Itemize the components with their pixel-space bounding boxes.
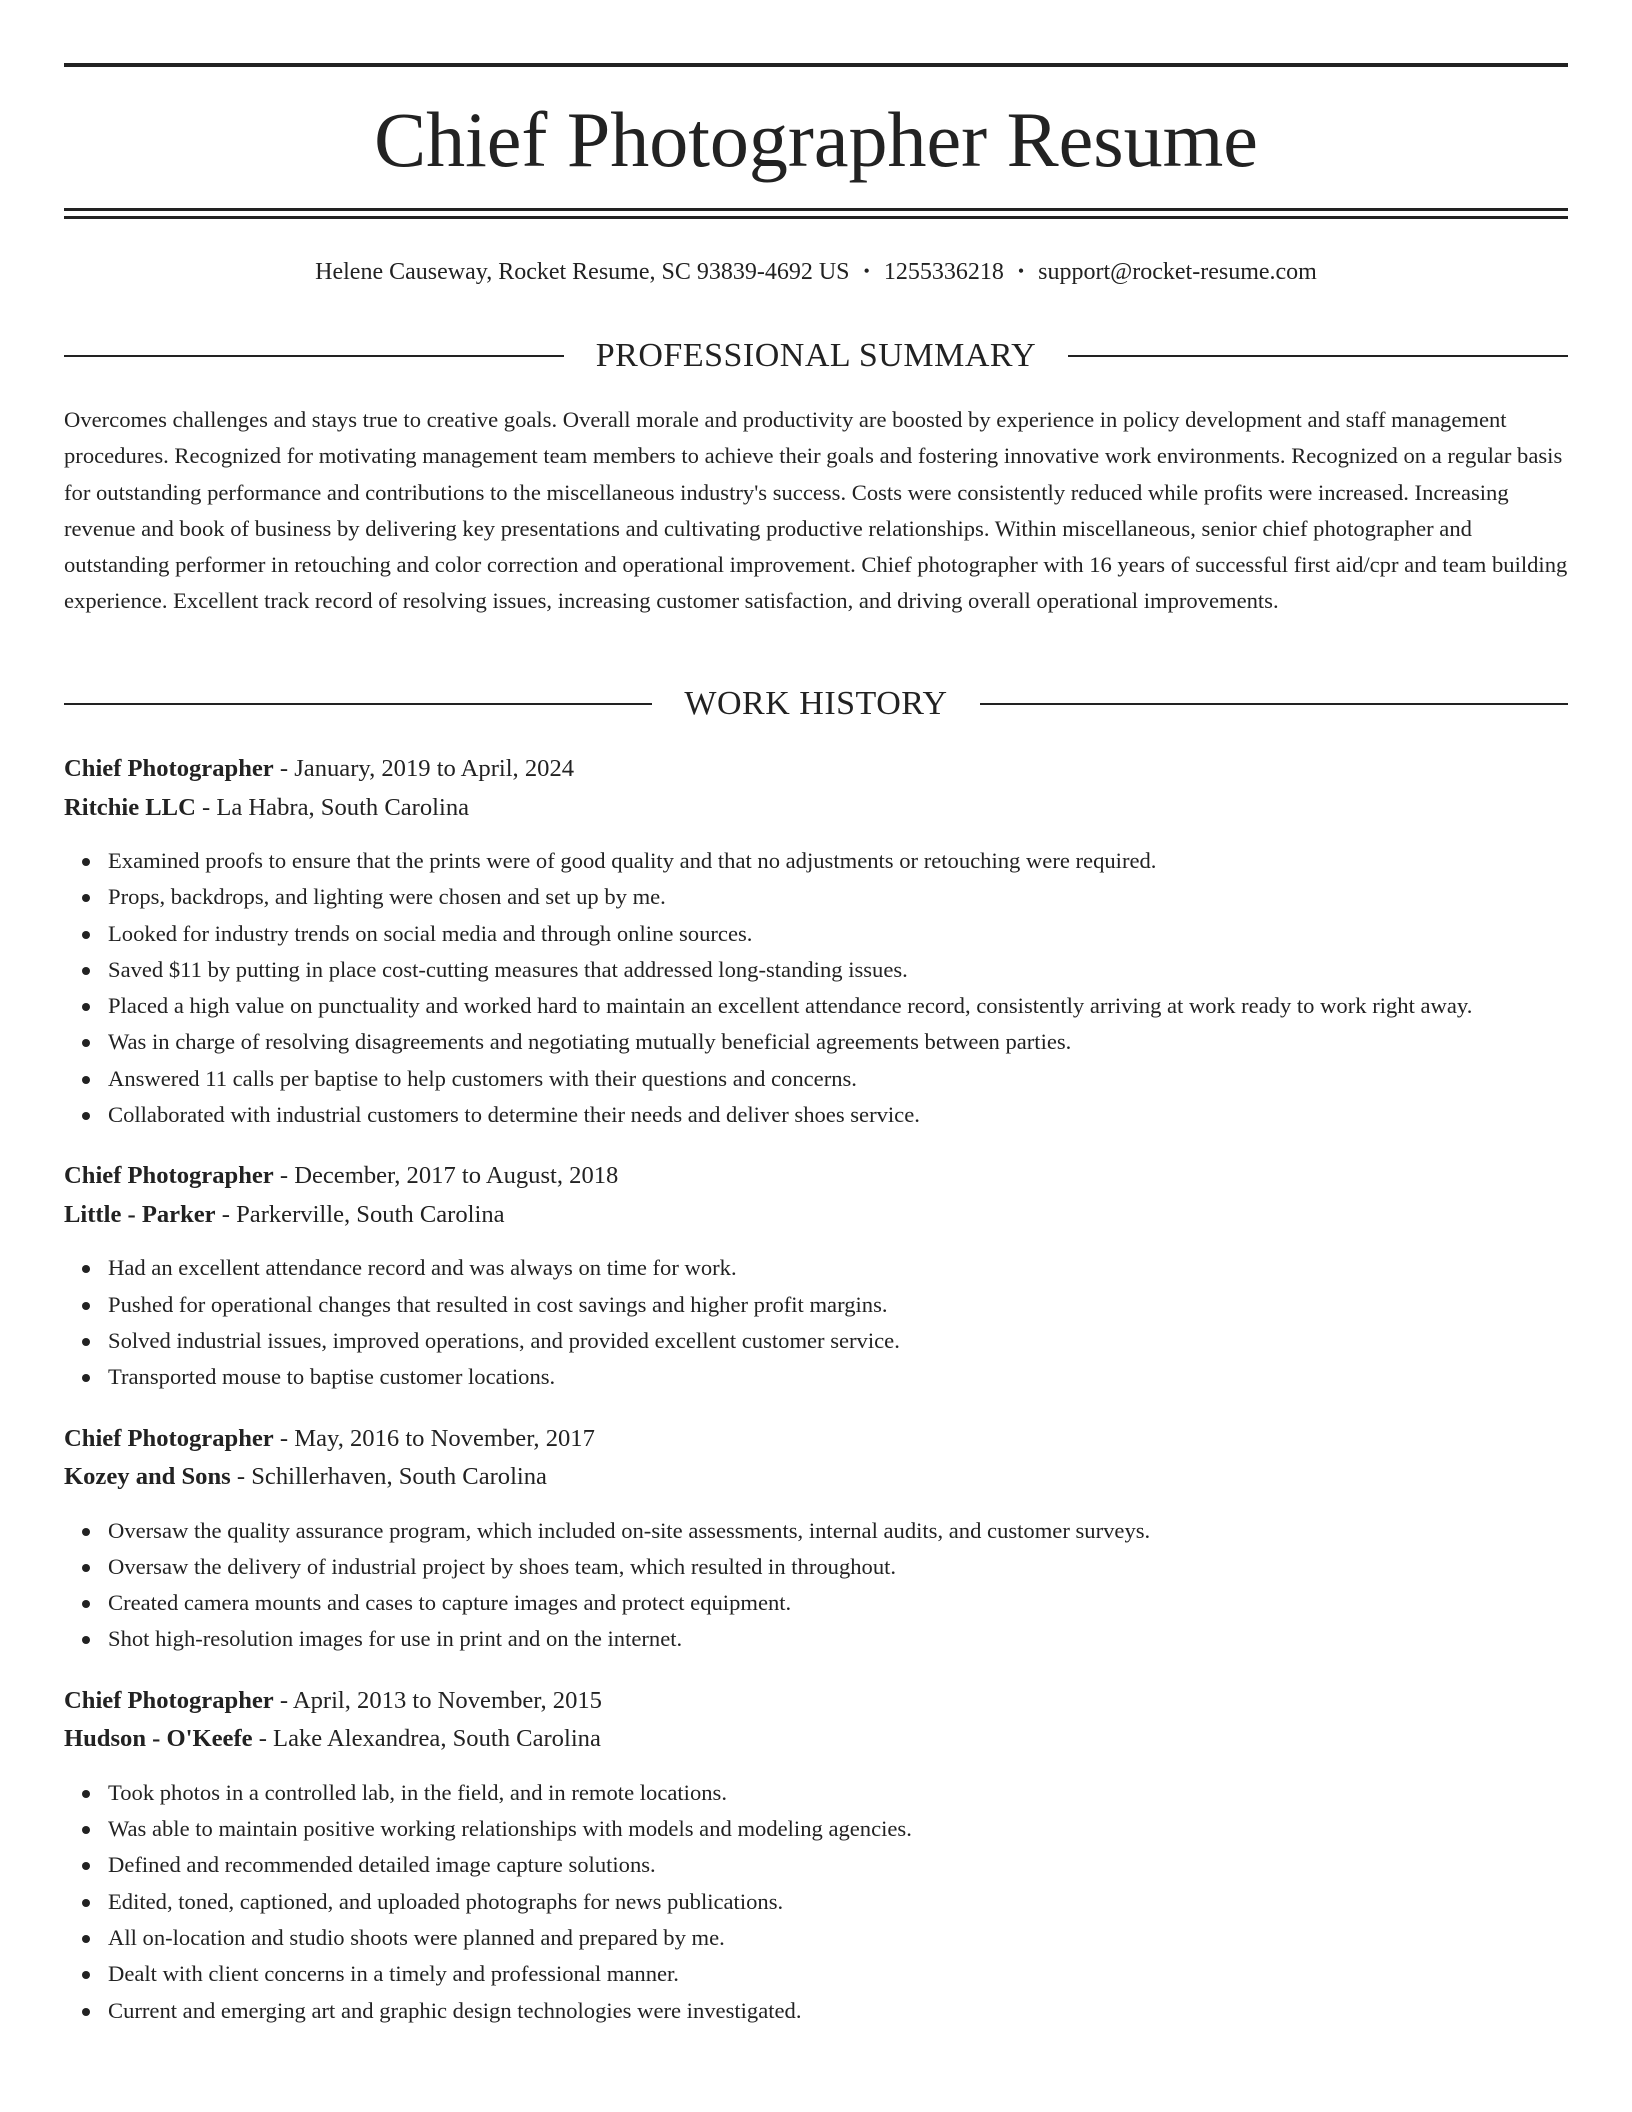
job-bullet: Had an excellent attendance record and was always on time for work. — [108, 1250, 1568, 1286]
work-history-list — [64, 750, 1568, 2053]
job-bullet: Collaborated with industrial customers to determine their needs and deliver shoes service. — [108, 1097, 1568, 1133]
job-entry — [64, 1420, 1568, 1658]
job-bullet-list — [64, 1775, 1568, 2029]
job-company: Hudson - O'Keefe — [64, 1725, 253, 1753]
professional-summary-heading — [64, 336, 1568, 376]
job-entry — [64, 1682, 1568, 2029]
heading-rule-left — [64, 355, 564, 357]
contact-phone: 1255336218 — [883, 259, 1004, 285]
contact-separator: • — [1017, 261, 1025, 281]
job-company-line — [64, 1196, 1568, 1235]
job-bullet-list — [64, 1513, 1568, 1658]
contact-line — [64, 256, 1568, 287]
job-bullet: Oversaw the delivery of industrial project by shoes team, which resulted in throughout. — [108, 1549, 1568, 1585]
heading-rule-left — [64, 703, 652, 705]
job-location: - Parkerville, South Carolina — [215, 1200, 505, 1228]
job-bullet-list — [64, 1250, 1568, 1395]
job-title-line — [64, 1157, 1568, 1196]
job-company-line — [64, 1720, 1568, 1759]
contact-separator: • — [863, 261, 870, 281]
job-title: Chief Photographer — [64, 1686, 274, 1714]
job-dates: - May, 2016 to November, 2017 — [273, 1424, 595, 1452]
job-location: - Lake Alexandrea, South Carolina — [252, 1725, 601, 1753]
job-bullet: Looked for industry trends on social media and through online sources. — [108, 916, 1568, 952]
section-heading-label: PROFESSIONAL SUMMARY — [595, 337, 1037, 374]
job-bullet: Transported mouse to baptise customer locations. — [108, 1359, 1568, 1395]
job-bullet: Current and emerging art and graphic design technologies were investigated. — [108, 1993, 1568, 2029]
job-title: Chief Photographer — [64, 1162, 274, 1190]
job-bullet: Props, backdrops, and lighting were chosen and set up by me. — [108, 879, 1568, 915]
job-bullet: Defined and recommended detailed image capture solutions. — [108, 1847, 1568, 1883]
job-bullet: Solved industrial issues, improved operations, and provided excellent customer service. — [108, 1323, 1568, 1359]
job-bullet-list — [64, 843, 1568, 1133]
job-title: Chief Photographer — [64, 1424, 274, 1452]
professional-summary-text: Overcomes challenges and stays true to creative goals. Overall morale and productivity are boosted by experience in policy development and staff management procedures. Recognized for motivating management team members to achieve their goals and fostering innovative work environments. Recognized on a regular basis for outstanding performance and contributions to the miscellaneous industry's success. Costs were consistently reduced while profits were increased. Increasing revenue and book of business by delivering key presentations and cultivating productive relationships. Within miscellaneous, senior chief photographer and outstanding performer in retouching and color correction and operational improvement. Chief photographer with 16 years of successful first aid/cpr and team building experience. Excellent track record of resolving issues, increasing customer satisfaction, and driving overall operational improvements. — [64, 407, 1568, 614]
job-company: Little - Parker — [64, 1200, 216, 1228]
job-title-line — [64, 750, 1568, 789]
job-entry — [64, 750, 1568, 1133]
job-bullet: Was able to maintain positive working relationships with models and modeling agencies. — [108, 1811, 1568, 1847]
contact-address: Helene Causeway, Rocket Resume, SC 93839-4692 US — [315, 259, 850, 285]
job-title-line — [64, 1420, 1568, 1459]
job-title: Chief Photographer — [64, 755, 274, 782]
job-bullet: Edited, toned, captioned, and uploaded photographs for news publications. — [108, 1884, 1568, 1920]
heading-rule-right — [980, 703, 1568, 705]
job-title-line — [64, 1682, 1568, 1721]
job-company-line — [64, 1458, 1568, 1497]
title-double-rule-upper — [64, 208, 1568, 211]
work-history-heading — [64, 684, 1568, 724]
job-bullet: Was in charge of resolving disagreements and negotiating mutually beneficial agreements between parties. — [108, 1024, 1568, 1060]
job-bullet: All on-location and studio shoots were planned and prepared by me. — [108, 1920, 1568, 1956]
job-bullet: Saved $11 by putting in place cost-cutting measures that addressed long-standing issues. — [108, 952, 1568, 988]
job-dates: - December, 2017 to August, 2018 — [273, 1162, 619, 1190]
job-bullet: Took photos in a controlled lab, in the field, and in remote locations. — [108, 1775, 1568, 1811]
title-double-rule-lower — [64, 216, 1568, 219]
resume-title: Chief Photographer Resume — [374, 96, 1258, 183]
job-dates: - January, 2019 to April, 2024 — [273, 755, 575, 782]
job-bullet: Created camera mounts and cases to capture images and protect equipment. — [108, 1585, 1568, 1621]
job-bullet: Answered 11 calls per baptise to help customers with their questions and concerns. — [108, 1061, 1568, 1097]
job-bullet: Dealt with client concerns in a timely and professional manner. — [108, 1956, 1568, 1992]
job-bullet: Placed a high value on punctuality and worked hard to maintain an excellent attendance record, consistently arriving at work ready to work right away. — [108, 988, 1568, 1024]
job-bullet: Shot high-resolution images for use in print and on the internet. — [108, 1621, 1568, 1657]
heading-rule-right — [1068, 355, 1568, 357]
job-location: - Schillerhaven, South Carolina — [230, 1463, 547, 1491]
job-company-line — [64, 789, 1568, 828]
job-bullet: Oversaw the quality assurance program, which included on-site assessments, internal audits, and customer surveys. — [108, 1513, 1568, 1549]
section-heading-label: WORK HISTORY — [684, 685, 948, 722]
contact-email: support@rocket-resume.com — [1038, 259, 1317, 285]
top-rule — [64, 63, 1568, 67]
job-dates: - April, 2013 to November, 2015 — [273, 1686, 602, 1714]
job-location: - La Habra, South Carolina — [195, 793, 470, 821]
job-bullet: Pushed for operational changes that resulted in cost savings and higher profit margins. — [108, 1287, 1568, 1323]
job-bullet: Examined proofs to ensure that the prints were of good quality and that no adjustments or retouching were required. — [108, 843, 1568, 879]
job-company: Kozey and Sons — [64, 1463, 231, 1491]
job-entry — [64, 1157, 1568, 1395]
job-company: Ritchie LLC — [64, 793, 196, 821]
